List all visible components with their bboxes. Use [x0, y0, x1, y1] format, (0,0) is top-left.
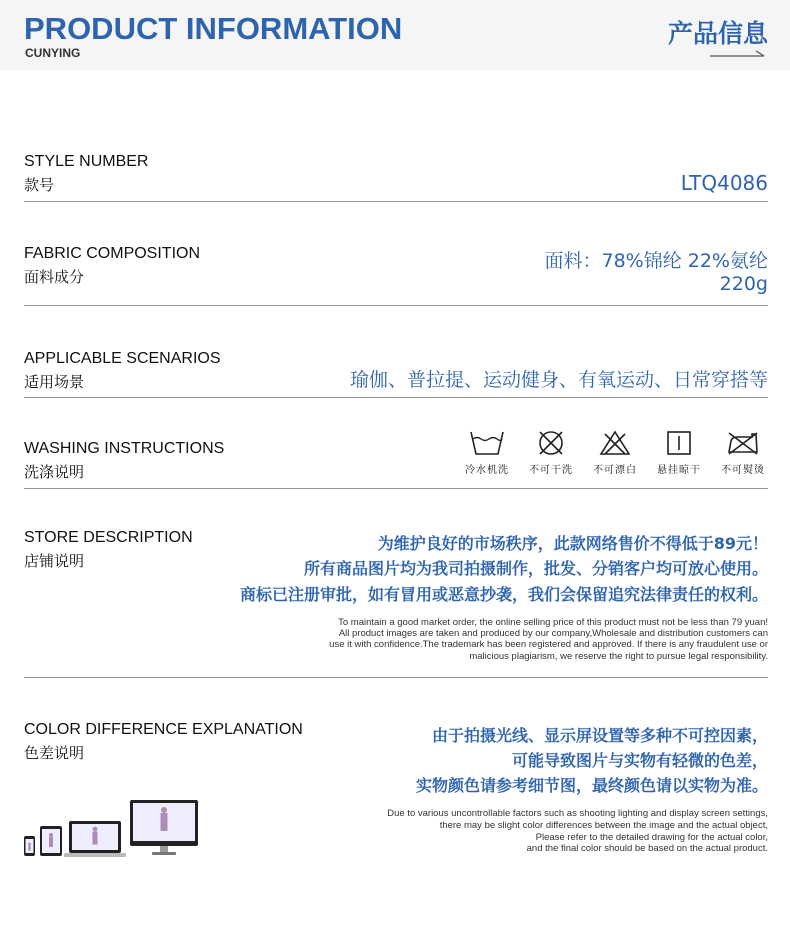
divider: [24, 677, 768, 678]
page-title: PRODUCT INFORMATION: [24, 11, 403, 46]
wash-label: 悬挂晾干: [657, 465, 701, 476]
color-diff-text-en: Due to various uncontrollable factors such as shooting lighting and display screen settings,: [387, 808, 768, 819]
wash-item: [590, 430, 640, 476]
store-text-line: 为维护良好的市场秩序，此款网络售价不得低于89元！: [377, 534, 768, 553]
color-diff-label-cn: 色差说明: [24, 744, 85, 762]
wash-item: [654, 430, 704, 476]
divider: [24, 488, 768, 489]
store-label: STORE DESCRIPTION: [24, 529, 193, 546]
cold-wash-icon: [469, 430, 505, 456]
wash-label: 不可漂白: [593, 465, 637, 476]
scenarios-label-cn: 适用场景: [24, 373, 85, 391]
store-text-en: All product images are taken and produced by our company,Wholesale and distribution customers can: [338, 628, 768, 639]
washing-icons: [462, 430, 768, 476]
color-diff-text-en: Please refer to the detailed drawing for the actual color,: [535, 832, 768, 843]
wash-item: [462, 430, 512, 476]
brand-name: CUNYING: [25, 46, 81, 60]
store-label-cn: 店铺说明: [24, 552, 85, 570]
no-dry-clean-icon: [536, 430, 566, 456]
store-text-line: 所有商品图片均为我司拍摄制作，批发、分销客户均可放心使用。: [303, 559, 768, 578]
washing-label-cn: 洗涤说明: [24, 463, 85, 481]
tablet-icon: [40, 826, 62, 856]
style-number-value: LTQ4086: [680, 171, 768, 195]
color-diff-label: COLOR DIFFERENCE EXPLANATION: [24, 721, 303, 738]
wash-label: 不可熨烫: [721, 465, 765, 476]
fabric-weight: 220g: [719, 273, 768, 295]
color-diff-line: 实物颜色请参考细节图，最终颜色请以实物为准。: [415, 776, 768, 795]
store-text-en: To maintain a good market order, the online selling price of this product must not be less than 79 yuan!: [338, 617, 768, 628]
scenarios-value: 瑜伽、普拉提、运动健身、有氧运动、日常穿搭等: [349, 369, 768, 391]
devices-illustration: [24, 800, 204, 860]
wash-label: 冷水机洗: [465, 465, 509, 476]
style-number-label: STYLE NUMBER: [24, 153, 149, 170]
scenarios-label: APPLICABLE SCENARIOS: [24, 350, 221, 367]
laptop-icon: [64, 821, 126, 857]
wash-item: [718, 430, 768, 476]
color-diff-text-en: and the final color should be based on the actual product.: [526, 843, 768, 854]
divider: [24, 201, 768, 202]
no-iron-icon: [726, 430, 760, 456]
no-bleach-icon: [599, 430, 631, 456]
fabric-label: FABRIC COMPOSITION: [24, 245, 201, 262]
wash-label: 不可干洗: [529, 465, 573, 476]
color-diff-line: 由于拍摄光线、显示屏设置等多种不可控因素，: [431, 726, 768, 745]
divider: [24, 397, 768, 398]
phone-icon: [24, 836, 35, 856]
color-diff-line: 可能导致图片与实物有轻微的色差，: [511, 751, 768, 770]
store-text-line: 商标已注册审批，如有冒用或恶意抄袭，我们会保留追究法律责任的权利。: [239, 585, 768, 604]
store-text-en: malicious plagiarism, we reserve the right to pursue legal responsibility.: [469, 651, 768, 662]
fabric-value: 面料：78%锦纶 22%氨纶: [544, 250, 768, 272]
page-title-cn: 产品信息: [667, 19, 768, 48]
washing-label: WASHING INSTRUCTIONS: [24, 440, 225, 457]
hang-dry-icon: [666, 430, 692, 456]
store-text-en: use it with confidence.The trademark has been registered and approved. If there is any fraudulent use or: [329, 639, 768, 650]
fabric-label-cn: 面料成分: [24, 268, 85, 286]
wash-item: [526, 430, 576, 476]
color-diff-text-en: there may be slight color differences between the image and the actual object,: [439, 820, 768, 831]
divider: [24, 305, 768, 306]
style-number-label-cn: 款号: [24, 176, 55, 194]
monitor-icon: [130, 800, 198, 855]
header-arrow-icon: [710, 50, 766, 58]
